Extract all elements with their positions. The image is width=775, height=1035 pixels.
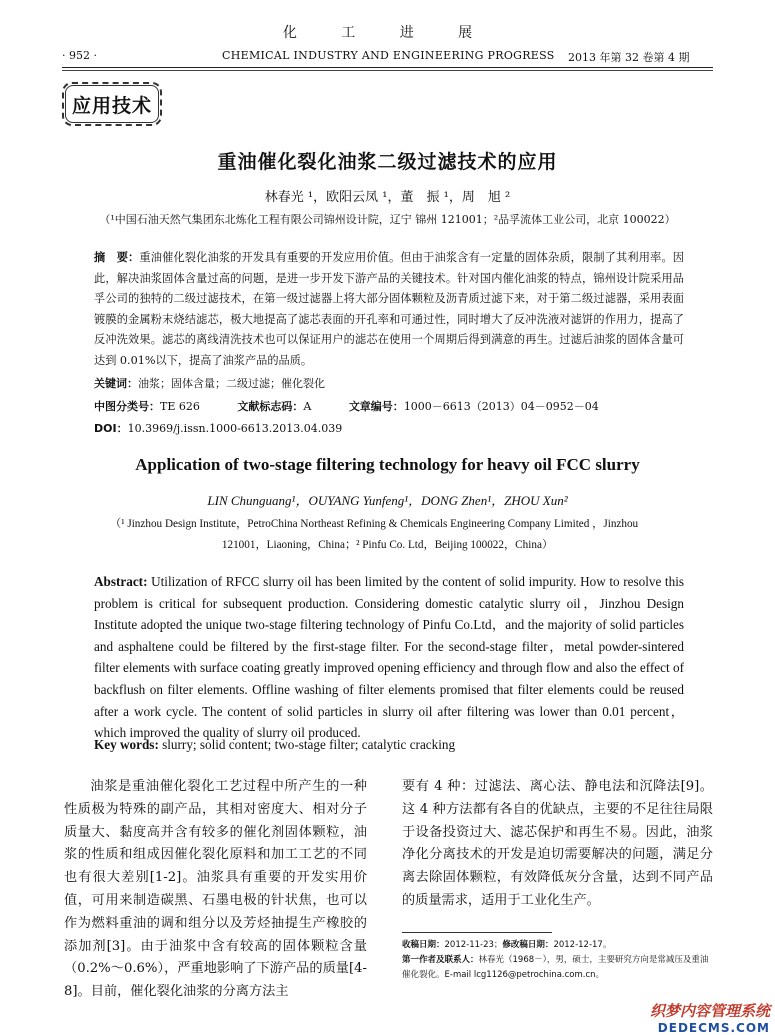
affiliation-en-line1: （¹ Jinzhou Design Institute，PetroChina Northeast Refining & Chemicals Engineering Company Limited ，Jinzhou [110,518,639,530]
keywords-en-label: Key words: [94,737,159,752]
section-tag-label: 应用技术 [71,95,152,117]
abstract-cn-text: 重油催化裂化油浆的开发具有重要的开发应用价值。但由于油浆含有一定量的固体杂质，限制了其利用率。因此，解决油浆固体含量过高的问题，是进一步开发下游产品的关键技术。针对国内催化油浆的特点，锦州设计院采用品孚公司的独特的二级过滤技术，在第一级过滤器上将大部分固体颗粒及沥青质过滤下来，对于第二级过滤器，采用表面镀膜的金属粉末烧结滤芯，极大地提高了滤芯表面的开孔率和可通过性，同时增大了反冲洗液对滤饼的作用力，提高了反冲洗效果。滤芯的离线清洗技术也可以保证用户的滤芯在使用一个周期后得到满意的再生。过滤后油浆的固体含量可达到 0.01%以下，提高了油浆产品的品质。 [94,251,684,367]
header-rule-thin [62,70,713,71]
body-column-right: 要有 4 种：过滤法、离心法、静电法和沉降法[9]。这 4 种方法都有各自的优缺点，主要的不足往往局限于设备投资过大、滤芯保护和再生不易。因此，油浆净化分离技术的开发是迫切需要解决的问题，满足分离去除固体颗粒，有效降低灰分含量，达到不同产品的质量需求，适用于工业化生产。 [402,779,713,908]
abstract-cn [94,248,684,372]
watermark-line1: 织梦内容管理系统 [649,1002,770,1020]
received-label: 收稿日期： [402,940,445,950]
footnote-rule [402,932,552,933]
paper-title-cn: 重油催化裂化油浆二级过滤技术的应用 [217,151,558,173]
footnote [402,938,713,983]
page-number: · 952 · [62,49,97,62]
issue-info: 2013 年第 32 卷第 4 期 [568,51,690,64]
doi-label: DOI： [94,422,128,435]
body-column-left: 油浆是重油催化裂化工艺过程中所产生的一种性质极为特殊的副产品，其相对密度大、相对分子质量大、黏度高并含有较多的催化剂固体颗粒，油浆的性质和组成因催化裂化原料和加工工艺的不同也有很大差别[1-2]。油浆具有重要的开发实用价值，可用来制造碳黑、石墨电极的针状焦，也可以作为燃料重油的调和组分以及芳烃抽提生产橡胶的添加剂[3]。由于油浆中含有较高的固体颗粒含量（0.2%～0.6%），严重地影响了下游产品的质量[4-8]。目前，催化裂化油浆的分离方法主 [64,779,367,1000]
affiliation-cn: （¹中国石油天然气集团东北炼化工程有限公司锦州设计院，辽宁 锦州 121001；²品孚流体工业公司，北京 100022） [99,213,676,226]
revised-label: 修改稿日期： [502,940,554,950]
authors-cn: 林春光 ¹，欧阳云凤 ¹，董 振 ¹，周 旭 ² [264,190,511,205]
author-text: 林春光（1968－），男，硕士，主要研究方向是常减压及重油催化裂化。E-mail lcg1126@petrochina.com.cn。 [402,955,709,980]
article-id-value: 1000－6613（2013）04－0952－04 [403,400,599,413]
clc-label: 中图分类号： [94,400,160,413]
doc-code-value: A [303,400,312,413]
keywords-cn-text: 油浆；固体含量；二级过滤；催化裂化 [138,377,325,390]
abstract-en [94,571,684,744]
abstract-en-label: Abstract: [94,574,148,589]
watermark-line2: DEDECMS.COM [657,1021,770,1035]
keywords-cn [94,375,325,391]
affiliation-en-line2: 121001，Liaoning，China；² Pinfu Co. Ltd，Beijing 100022，China） [221,539,554,551]
doc-code-label: 文献标志码： [237,400,304,413]
doi-line [94,420,342,436]
article-id-label: 文章编号： [348,400,404,413]
journal-title: 化 工 进 展 [282,25,493,41]
section-tag [62,82,162,126]
abstract-cn-label: 摘 要： [94,251,140,264]
received-date: 2012-11-23； [444,940,503,950]
classification-line [94,398,599,414]
footnote-dates [402,938,713,953]
clc-value: TE 626 [160,400,200,413]
doi-value: 10.3969/j.issn.1000-6613.2013.04.039 [127,422,343,435]
keywords-en-text: slurry; solid content; two-stage filter; catalytic cracking [162,737,456,752]
header-rule [62,67,713,68]
revised-date: 2012-12-17。 [553,940,612,950]
keywords-cn-label: 关键词： [94,377,138,390]
footnote-author [402,953,713,983]
journal-title-en: CHEMICAL INDUSTRY AND ENGINEERING PROGRESS [222,49,555,62]
abstract-en-text: Utilization of RFCC slurry oil has been limited by the content of solid impurity. How to resolve this problem is critical for subsequent production. Considering domestic catalytic slurry oil，Jinzhou Design Institute adopted the unique two-stage filtering technology of Pinfu Co.Ltd，and the majority of solid particles and asphaltene could be filtered by the first-stage filter. For the second-stage filter，metal powder-sintered filter elements with surface coating greatly improved opening efficiency and through flow and also the effect of backflush on filter elements. Offline washing of filter elements promised that filter elements could be reused after a work cycle. The content of solid particles in slurry oil after filtering was lower than 0.01 percent，which improved the quality of slurry oil produced. [94,574,684,741]
watermark [620,1000,770,1035]
paper-title-en: Application of two-stage filtering technology for heavy oil FCC slurry [135,455,640,474]
authors-en: LIN Chunguang¹，OUYANG Yunfeng¹，DONG Zhen¹，ZHOU Xun² [207,493,568,508]
keywords-en [94,737,684,753]
author-label: 第一作者及联系人： [402,955,479,965]
